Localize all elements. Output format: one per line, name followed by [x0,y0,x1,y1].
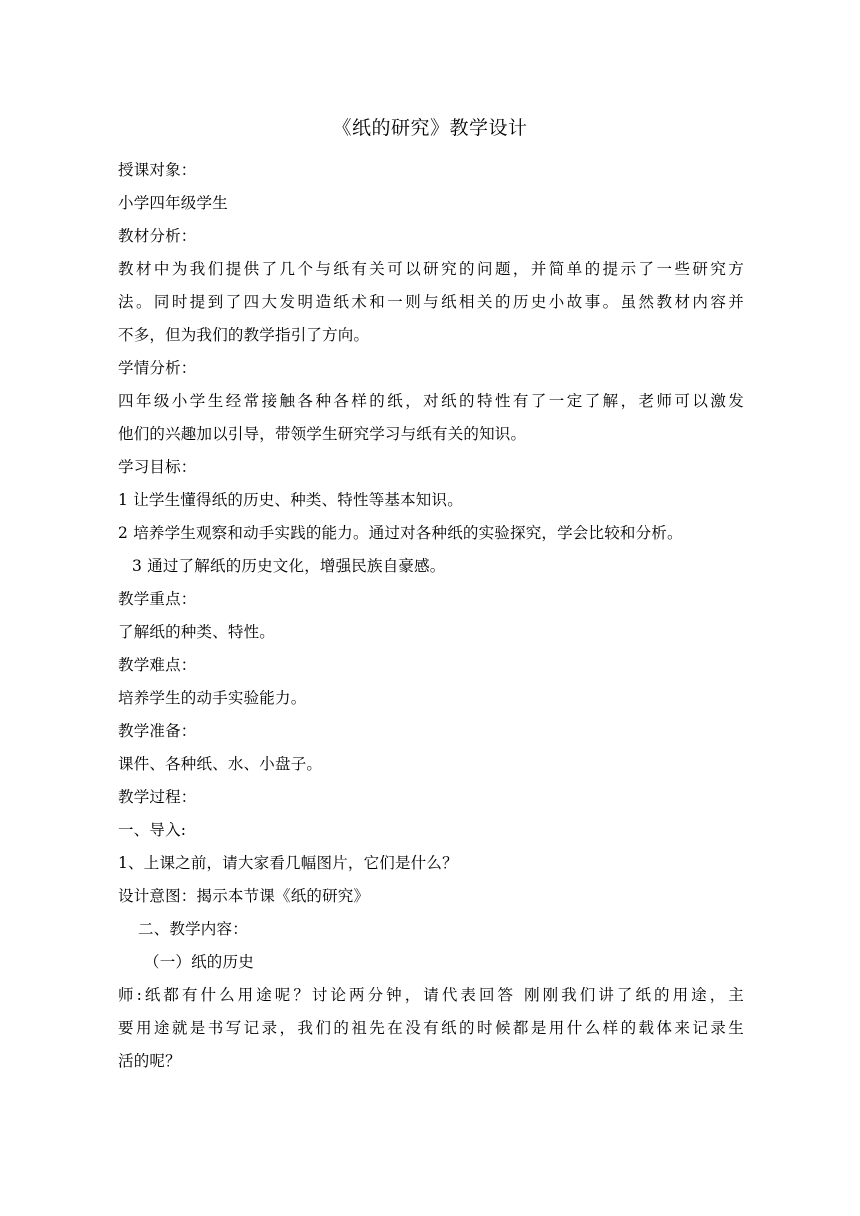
section-intro: 一、导入: [118,821,187,839]
document-body [118,154,744,1078]
document-title: 《纸的研究》教学设计 [332,117,528,139]
material-analysis-line-1: 教材中为我们提供了几个与纸有关可以研究的问题，并简单的提示了一些研究方 [118,260,744,278]
label-preparation: 教学准备： [118,722,197,740]
design-intent: 设计意图：揭示本节课《纸的研究》 [118,887,370,905]
difficulties-text: 培养学生的动手实验能力。 [118,689,307,707]
label-learning-goals: 学习目标： [118,458,197,476]
teacher-line-1: 师:纸都有什么用途呢？讨论两分钟，请代表回答 刚刚我们讲了纸的用途，主 [118,986,744,1004]
material-analysis-line-2: 法。同时提到了四大发明造纸术和一则与纸相关的历史小故事。虽然教材内容并 [118,293,744,311]
goal-1: 1 让学生懂得纸的历史、种类、特性等基本知识。 [118,491,463,509]
goal-2: 2 培养学生观察和动手实践的能力。通过对各种纸的实验探究，学会比较和分析。 [118,524,683,542]
subsection-history: （一）纸的历史 [144,953,254,971]
teacher-line-2: 要用途就是书写记录，我们的祖先在没有纸的时候都是用什么样的载体来记录生 [118,1019,744,1037]
label-student-analysis: 学情分析： [118,359,197,377]
label-key-points: 教学重点： [118,590,197,608]
label-difficulties: 教学难点： [118,656,197,674]
section-content: 二、教学内容： [138,920,248,938]
key-points-text: 了解纸的种类、特性。 [118,623,276,641]
student-analysis-line-1: 四年级小学生经常接触各种各样的纸，对纸的特性有了一定了解，老师可以激发 [118,392,744,410]
student-analysis-line-2: 他们的兴趣加以引导，带领学生研究学习与纸有关的知识。 [118,425,527,443]
label-process: 教学过程： [118,788,197,806]
label-material-analysis: 教材分析： [118,227,197,245]
teacher-line-3: 活的呢？ [118,1052,181,1070]
intro-item-1: 1、上课之前，请大家看几幅图片，它们是什么？ [118,854,458,872]
audience-text: 小学四年级学生 [118,194,228,212]
goal-3: 3 通过了解纸的历史文化，增强民族自豪感。 [132,557,446,575]
preparation-text: 课件、各种纸、水、小盘子。 [118,755,323,773]
label-audience: 授课对象： [118,161,197,179]
material-analysis-line-3: 不多，但为我们的教学指引了方向。 [118,326,370,344]
